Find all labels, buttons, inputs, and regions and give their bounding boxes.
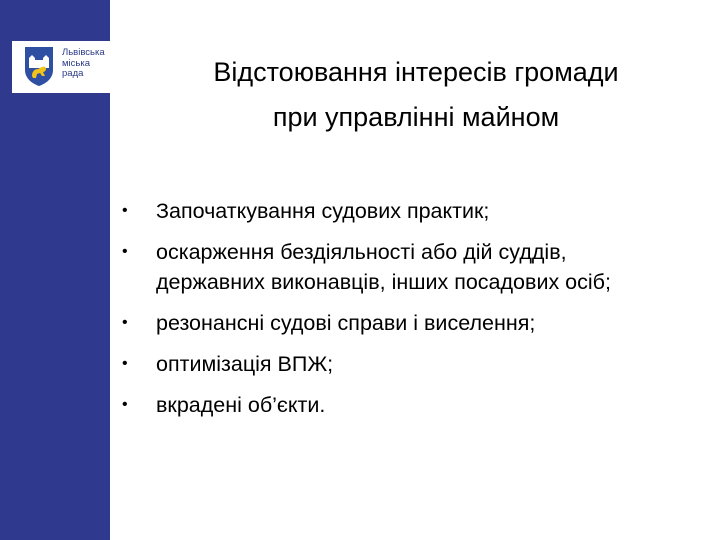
bullet-marker: • xyxy=(122,314,128,331)
bullet-item-1-text: Започаткування судових практик; xyxy=(156,199,490,223)
bullet-item-2-text-line-1: оскарження бездіяльності або дій суддів, xyxy=(156,240,567,264)
bullet-list xyxy=(118,196,720,431)
bullet-item-4 xyxy=(118,349,720,379)
bullet-marker: • xyxy=(122,243,128,260)
slide-title-line-2: при управлінні майном xyxy=(272,102,560,132)
bullet-marker: • xyxy=(122,396,128,413)
bullet-item-4-text: оптимізація ВПЖ; xyxy=(156,352,334,376)
logo-text xyxy=(62,48,118,80)
bullet-marker: • xyxy=(122,355,128,372)
coat-of-arms-icon xyxy=(24,46,54,86)
slide-title xyxy=(112,50,720,140)
bullet-item-2 xyxy=(118,237,720,297)
bullet-item-5-text: вкрадені об’єкти. xyxy=(156,393,326,417)
bullet-item-5 xyxy=(118,390,720,420)
bullet-marker: • xyxy=(122,202,128,219)
bullet-item-2-text-line-2: державних виконавців, інших посадових осіб; xyxy=(156,270,611,294)
city-council-logo xyxy=(12,41,118,93)
logo-text-line-3: рада xyxy=(62,68,84,79)
bullet-item-3-text: резонансні судові справи і виселення; xyxy=(156,311,536,335)
bullet-item-3 xyxy=(118,308,720,338)
logo-text-line-1: Львівська xyxy=(62,47,105,58)
bullet-item-1 xyxy=(118,196,720,226)
slide-title-line-1: Відстоювання інтересів громади xyxy=(213,57,619,87)
logo-text-line-2: міська xyxy=(62,57,90,69)
